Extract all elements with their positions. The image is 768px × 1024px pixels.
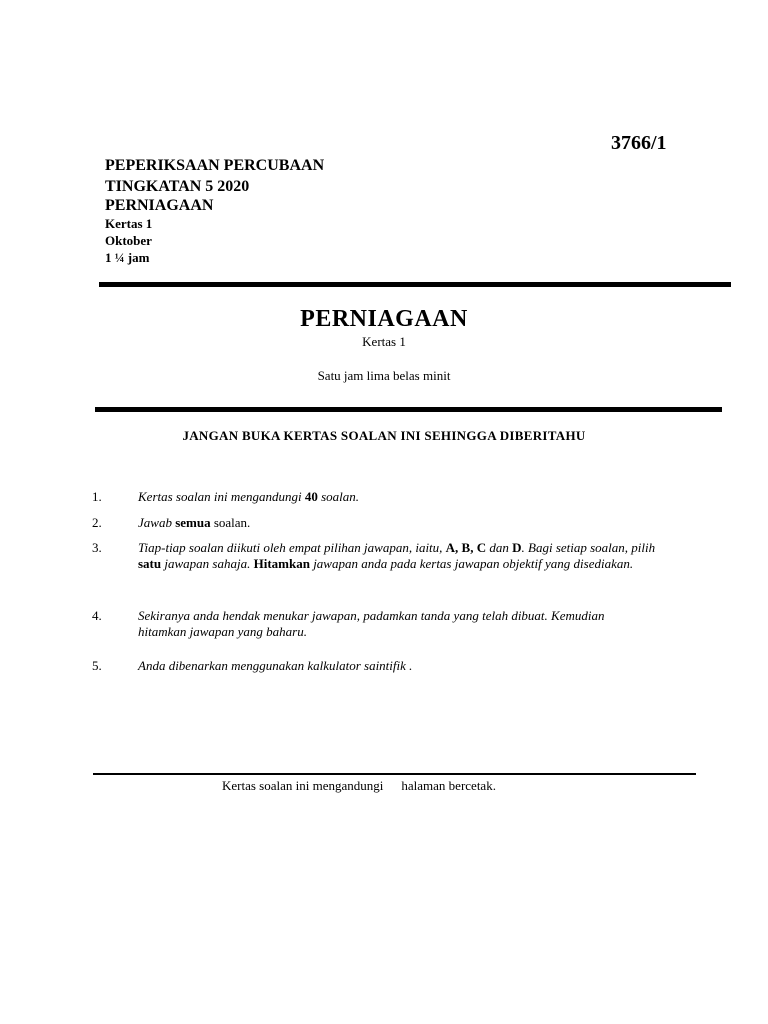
instruction-2: Jawab semua soalan. — [138, 515, 251, 530]
subject-title: PERNIAGAAN — [300, 306, 468, 332]
middle-rule — [95, 407, 722, 412]
instruction-number: 2. — [92, 515, 102, 530]
instruction-number: 4. — [92, 608, 102, 623]
instruction-1: Kertas soalan ini mengandungi 40 soalan. — [138, 489, 360, 504]
instruction-number: 5. — [92, 658, 102, 673]
page-count-note: Kertas soalan ini mengandungi halaman bercetak. — [222, 778, 496, 793]
footer-rule — [93, 773, 696, 775]
exam-month: Oktober — [105, 233, 152, 248]
subject-paper: Kertas 1 — [362, 334, 406, 349]
instruction-number: 3. — [92, 540, 102, 555]
paper-code: 3766/1 — [611, 132, 667, 154]
exam-name-line2: TINGKATAN 5 2020 — [105, 178, 250, 195]
do-not-open-warning: JANGAN BUKA KERTAS SOALAN INI SEHINGGA DIBERITAHU — [182, 428, 586, 443]
instruction-number: 1. — [92, 489, 102, 504]
exam-subject: PERNIAGAAN — [105, 197, 214, 214]
exam-paper: Kertas 1 — [105, 216, 153, 231]
instruction-5: Anda dibenarkan menggunakan kalkulator saintifik . — [138, 658, 413, 673]
top-rule — [99, 282, 731, 287]
instruction-4: Sekiranya anda hendak menukar jawapan, padamkan tanda yang telah dibuat. Kemudian hitamkan jawapan yang baharu. — [138, 608, 605, 639]
duration-words: Satu jam lima belas minit — [317, 368, 451, 383]
exam-name-line1: PEPERIKSAAN PERCUBAAN — [105, 157, 325, 174]
exam-duration: 1 ¼ jam — [105, 250, 150, 265]
instruction-3: Tiap-tiap soalan diikuti oleh empat pilihan jawapan, iaitu, A, B, C dan D. Bagi setiap soalan, pilih satu jawapan sahaja. Hitamkan jawapan anda pada kertas jawapan objektif yang disediakan. — [138, 540, 656, 571]
